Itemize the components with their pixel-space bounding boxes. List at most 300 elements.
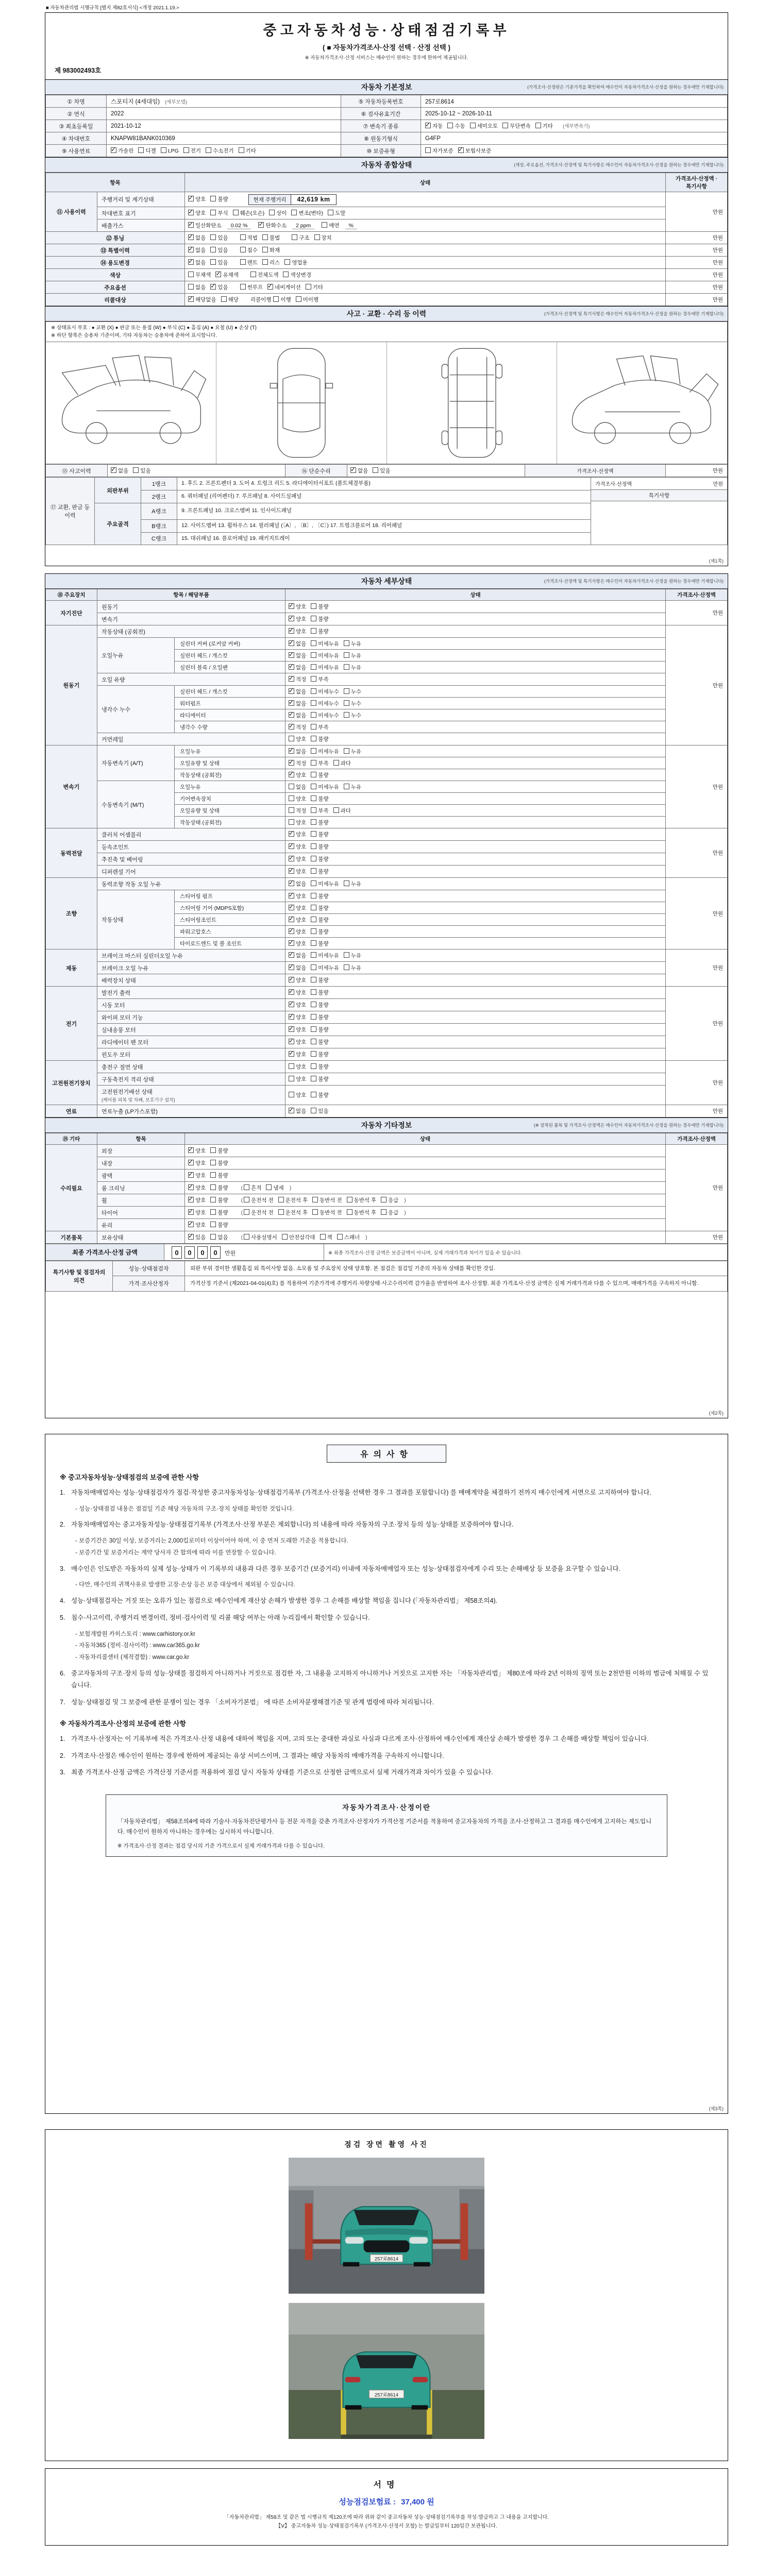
- checkbox-option[interactable]: [210, 1147, 228, 1155]
- checkbox-option[interactable]: [240, 259, 258, 266]
- checkbox-checked[interactable]: [188, 1222, 194, 1227]
- checkbox[interactable]: [311, 1092, 316, 1097]
- checkbox-option[interactable]: [210, 234, 228, 242]
- checkbox-option[interactable]: [502, 122, 531, 130]
- checkbox-checked[interactable]: [258, 222, 264, 228]
- checkbox-option[interactable]: [311, 759, 328, 767]
- checkbox[interactable]: [311, 664, 316, 670]
- checkbox-option[interactable]: [311, 711, 339, 719]
- checkbox[interactable]: [206, 147, 211, 153]
- checkbox[interactable]: [311, 700, 316, 706]
- checkbox[interactable]: [311, 905, 316, 910]
- checkbox-option[interactable]: [311, 843, 328, 851]
- checkbox-option[interactable]: [188, 1159, 206, 1167]
- checkbox-option[interactable]: [262, 246, 280, 254]
- checkbox-option[interactable]: [344, 783, 361, 791]
- checkbox-option[interactable]: [311, 819, 328, 826]
- checkbox-option[interactable]: [311, 640, 339, 648]
- checkbox-option[interactable]: [188, 296, 216, 303]
- checkbox[interactable]: [311, 712, 316, 718]
- checkbox-option[interactable]: [133, 467, 150, 474]
- checkbox-checked[interactable]: [289, 893, 294, 899]
- checkbox-checked[interactable]: [289, 989, 294, 995]
- checkbox-checked[interactable]: [188, 247, 194, 252]
- checkbox[interactable]: [344, 880, 349, 886]
- checkbox[interactable]: [311, 1063, 316, 1069]
- checkbox-option[interactable]: [289, 640, 306, 648]
- checkbox-option[interactable]: [311, 880, 339, 888]
- checkbox-option[interactable]: [311, 1026, 328, 1033]
- checkbox-option[interactable]: [188, 1184, 206, 1192]
- checkbox-option[interactable]: [328, 209, 345, 217]
- checkbox-option[interactable]: [311, 1001, 328, 1009]
- checkbox-option[interactable]: [289, 892, 306, 900]
- checkbox-option[interactable]: [344, 952, 361, 959]
- checkbox-option[interactable]: [282, 1233, 315, 1241]
- checkbox[interactable]: [210, 1172, 216, 1178]
- checkbox-option[interactable]: [289, 940, 306, 947]
- checkbox-option[interactable]: [289, 807, 306, 815]
- checkbox-option[interactable]: [215, 271, 238, 279]
- checkbox-option[interactable]: [311, 831, 328, 838]
- checkbox-option[interactable]: [210, 1184, 228, 1192]
- checkbox[interactable]: [210, 210, 216, 215]
- checkbox[interactable]: [311, 1051, 316, 1057]
- checkbox[interactable]: [311, 917, 316, 922]
- checkbox[interactable]: [425, 147, 431, 153]
- checkbox-option[interactable]: [289, 652, 306, 659]
- checkbox[interactable]: [311, 977, 316, 982]
- checkbox-checked[interactable]: [188, 1209, 194, 1215]
- checkbox-option[interactable]: [289, 759, 306, 767]
- checkbox-checked[interactable]: [425, 123, 431, 128]
- checkbox-option[interactable]: [262, 259, 280, 266]
- checkbox[interactable]: [311, 928, 316, 934]
- checkbox-option[interactable]: [210, 259, 228, 266]
- checkbox-option[interactable]: [289, 783, 306, 791]
- checkbox-checked[interactable]: [289, 905, 294, 910]
- checkbox-option[interactable]: [311, 904, 328, 912]
- checkbox-option[interactable]: [289, 868, 306, 875]
- checkbox[interactable]: [535, 123, 541, 128]
- checkbox-option[interactable]: [311, 940, 328, 947]
- checkbox-option[interactable]: [425, 122, 443, 130]
- checkbox[interactable]: [347, 1209, 352, 1215]
- checkbox-checked[interactable]: [289, 1051, 294, 1057]
- checkbox-checked[interactable]: [267, 284, 273, 290]
- checkbox[interactable]: [311, 989, 316, 995]
- checkbox[interactable]: [289, 807, 294, 813]
- checkbox[interactable]: [314, 234, 320, 240]
- checkbox[interactable]: [311, 688, 316, 694]
- checkbox-option[interactable]: [311, 855, 328, 863]
- checkbox-option[interactable]: [289, 1091, 306, 1099]
- checkbox-option[interactable]: [289, 664, 306, 671]
- checkbox-option[interactable]: [311, 892, 328, 900]
- checkbox-checked[interactable]: [350, 467, 356, 473]
- checkbox-checked[interactable]: [289, 676, 294, 682]
- checkbox-option[interactable]: [311, 615, 328, 623]
- checkbox-option[interactable]: [289, 735, 306, 743]
- checkbox-option[interactable]: [311, 783, 339, 791]
- checkbox-checked[interactable]: [188, 1160, 194, 1165]
- checkbox-checked[interactable]: [188, 196, 194, 201]
- checkbox-option[interactable]: [312, 1196, 342, 1204]
- checkbox-option[interactable]: [289, 904, 306, 912]
- checkbox-checked[interactable]: [188, 1197, 194, 1202]
- checkbox-checked[interactable]: [289, 940, 294, 946]
- checkbox-option[interactable]: [347, 1196, 377, 1204]
- checkbox[interactable]: [284, 259, 290, 265]
- checkbox[interactable]: [311, 880, 316, 886]
- checkbox-checked[interactable]: [289, 1002, 294, 1007]
- checkbox-checked[interactable]: [289, 964, 294, 970]
- checkbox-checked[interactable]: [289, 917, 294, 922]
- checkbox-option[interactable]: [306, 283, 323, 291]
- checkbox[interactable]: [289, 819, 294, 825]
- checkbox[interactable]: [244, 1184, 249, 1190]
- checkbox[interactable]: [210, 1222, 216, 1227]
- checkbox[interactable]: [311, 628, 316, 634]
- checkbox-option[interactable]: [447, 122, 465, 130]
- checkbox[interactable]: [311, 1026, 316, 1032]
- checkbox-option[interactable]: [210, 1221, 228, 1229]
- checkbox-option[interactable]: [311, 628, 328, 635]
- checkbox-checked[interactable]: [289, 688, 294, 694]
- checkbox[interactable]: [311, 964, 316, 970]
- checkbox[interactable]: [344, 640, 349, 646]
- checkbox-option[interactable]: [289, 952, 306, 959]
- checkbox-checked[interactable]: [188, 259, 194, 265]
- checkbox[interactable]: [311, 940, 316, 946]
- checkbox-option[interactable]: [289, 1075, 306, 1083]
- checkbox[interactable]: [344, 664, 349, 670]
- checkbox[interactable]: [138, 147, 144, 153]
- checkbox-option[interactable]: [289, 928, 306, 936]
- checkbox-option[interactable]: [233, 209, 265, 217]
- checkbox-option[interactable]: [333, 807, 351, 815]
- checkbox-option[interactable]: [381, 1209, 398, 1216]
- checkbox[interactable]: [273, 296, 279, 302]
- checkbox-checked[interactable]: [289, 1014, 294, 1020]
- checkbox-option[interactable]: [311, 688, 339, 696]
- checkbox[interactable]: [269, 210, 275, 215]
- checkbox-option[interactable]: [289, 723, 306, 731]
- checkbox-option[interactable]: [210, 1159, 228, 1167]
- checkbox[interactable]: [289, 1063, 294, 1069]
- checkbox[interactable]: [311, 807, 316, 813]
- checkbox[interactable]: [278, 1209, 284, 1215]
- checkbox[interactable]: [322, 222, 327, 228]
- checkbox-option[interactable]: [344, 880, 361, 888]
- checkbox-option[interactable]: [311, 652, 339, 659]
- checkbox-option[interactable]: [289, 989, 306, 996]
- checkbox-option[interactable]: [250, 271, 279, 279]
- checkbox[interactable]: [240, 234, 246, 240]
- checkbox-option[interactable]: [311, 868, 328, 875]
- checkbox[interactable]: [262, 259, 268, 265]
- checkbox-option[interactable]: [289, 700, 306, 707]
- checkbox-checked[interactable]: [289, 700, 294, 706]
- checkbox-option[interactable]: [289, 1063, 306, 1071]
- checkbox[interactable]: [312, 1209, 318, 1215]
- checkbox-option[interactable]: [210, 246, 228, 254]
- checkbox[interactable]: [312, 1197, 318, 1202]
- checkbox-option[interactable]: [289, 964, 306, 972]
- checkbox-checked[interactable]: [289, 1039, 294, 1044]
- checkbox-option[interactable]: [188, 1209, 206, 1216]
- checkbox-option[interactable]: [210, 1196, 228, 1204]
- checkbox[interactable]: [311, 736, 316, 741]
- checkbox[interactable]: [311, 784, 316, 789]
- checkbox[interactable]: [502, 123, 508, 128]
- checkbox[interactable]: [289, 1076, 294, 1081]
- checkbox-checked[interactable]: [289, 616, 294, 621]
- checkbox[interactable]: [311, 652, 316, 658]
- checkbox[interactable]: [244, 1234, 249, 1240]
- checkbox-option[interactable]: [535, 122, 553, 130]
- checkbox-option[interactable]: [188, 283, 206, 291]
- checkbox-option[interactable]: [289, 976, 306, 984]
- checkbox[interactable]: [344, 964, 349, 970]
- checkbox[interactable]: [344, 748, 349, 754]
- checkbox-checked[interactable]: [188, 222, 194, 228]
- checkbox-option[interactable]: [347, 1209, 377, 1216]
- checkbox[interactable]: [311, 1039, 316, 1044]
- checkbox[interactable]: [344, 952, 349, 958]
- checkbox-option[interactable]: [344, 964, 361, 972]
- checkbox[interactable]: [240, 284, 246, 290]
- checkbox-option[interactable]: [311, 976, 328, 984]
- checkbox[interactable]: [311, 1002, 316, 1007]
- checkbox-option[interactable]: [289, 615, 306, 623]
- checkbox[interactable]: [311, 795, 316, 801]
- checkbox-option[interactable]: [111, 467, 128, 474]
- checkbox[interactable]: [183, 147, 189, 153]
- checkbox[interactable]: [311, 1014, 316, 1020]
- checkbox-checked[interactable]: [289, 1108, 294, 1113]
- checkbox-checked[interactable]: [111, 147, 116, 153]
- checkbox-option[interactable]: [344, 688, 361, 696]
- checkbox-option[interactable]: [311, 1038, 328, 1046]
- checkbox[interactable]: [210, 1184, 216, 1190]
- checkbox-option[interactable]: [188, 195, 206, 203]
- checkbox-checked[interactable]: [188, 234, 194, 240]
- checkbox-option[interactable]: [278, 1196, 308, 1204]
- checkbox-option[interactable]: [244, 1233, 277, 1241]
- checkbox-option[interactable]: [314, 234, 332, 242]
- checkbox-option[interactable]: [373, 467, 390, 474]
- checkbox-option[interactable]: [289, 603, 306, 611]
- checkbox[interactable]: [311, 603, 316, 609]
- checkbox-option[interactable]: [311, 700, 339, 707]
- checkbox[interactable]: [320, 1234, 326, 1240]
- checkbox-option[interactable]: [210, 1233, 228, 1241]
- checkbox-checked[interactable]: [188, 1147, 194, 1153]
- checkbox-option[interactable]: [337, 1233, 360, 1241]
- checkbox-option[interactable]: [311, 748, 339, 755]
- checkbox-option[interactable]: [344, 711, 361, 719]
- checkbox-option[interactable]: [289, 916, 306, 924]
- checkbox[interactable]: [188, 284, 194, 290]
- checkbox-checked[interactable]: [289, 952, 294, 958]
- checkbox-option[interactable]: [289, 1026, 306, 1033]
- checkbox[interactable]: [344, 784, 349, 789]
- checkbox-option[interactable]: [311, 1075, 328, 1083]
- checkbox-option[interactable]: [311, 1013, 328, 1021]
- checkbox-checked[interactable]: [188, 1234, 194, 1240]
- checkbox[interactable]: [210, 1234, 216, 1240]
- checkbox[interactable]: [210, 196, 216, 201]
- checkbox-option[interactable]: [289, 628, 306, 635]
- checkbox-option[interactable]: [138, 147, 156, 155]
- checkbox-option[interactable]: [289, 771, 306, 779]
- checkbox-option[interactable]: [289, 855, 306, 863]
- checkbox-checked[interactable]: [289, 1026, 294, 1032]
- checkbox-option[interactable]: [311, 1063, 328, 1071]
- checkbox-option[interactable]: [188, 1196, 206, 1204]
- checkbox-option[interactable]: [289, 831, 306, 838]
- checkbox-option[interactable]: [267, 283, 301, 291]
- checkbox-option[interactable]: [344, 640, 361, 648]
- checkbox-option[interactable]: [289, 688, 306, 696]
- checkbox[interactable]: [447, 123, 453, 128]
- checkbox[interactable]: [373, 467, 378, 473]
- checkbox[interactable]: [311, 1076, 316, 1081]
- checkbox[interactable]: [210, 259, 216, 265]
- checkbox[interactable]: [250, 272, 256, 277]
- checkbox-option[interactable]: [344, 748, 361, 755]
- checkbox[interactable]: [289, 736, 294, 741]
- checkbox-option[interactable]: [188, 1233, 206, 1241]
- checkbox-option[interactable]: [240, 283, 263, 291]
- checkbox[interactable]: [239, 147, 244, 153]
- checkbox-option[interactable]: [188, 259, 206, 266]
- checkbox[interactable]: [278, 1197, 284, 1202]
- checkbox-option[interactable]: [289, 843, 306, 851]
- checkbox-option[interactable]: [210, 283, 228, 291]
- checkbox[interactable]: [311, 748, 316, 754]
- checkbox-option[interactable]: [289, 819, 306, 826]
- checkbox-option[interactable]: [311, 807, 328, 815]
- checkbox-checked[interactable]: [289, 748, 294, 754]
- checkbox[interactable]: [311, 676, 316, 682]
- checkbox-option[interactable]: [244, 1196, 274, 1204]
- checkbox-option[interactable]: [311, 675, 328, 683]
- checkbox[interactable]: [333, 760, 339, 766]
- checkbox[interactable]: [328, 210, 333, 215]
- checkbox-option[interactable]: [262, 234, 280, 242]
- checkbox[interactable]: [210, 1160, 216, 1165]
- checkbox[interactable]: [289, 784, 294, 789]
- checkbox-option[interactable]: [425, 147, 453, 155]
- checkbox[interactable]: [306, 284, 311, 290]
- checkbox-option[interactable]: [210, 1209, 228, 1216]
- checkbox-option[interactable]: [311, 989, 328, 996]
- checkbox-option[interactable]: [289, 748, 306, 755]
- checkbox-option[interactable]: [311, 771, 328, 779]
- checkbox-option[interactable]: [161, 147, 179, 154]
- checkbox-checked[interactable]: [289, 724, 294, 730]
- checkbox-option[interactable]: [188, 234, 206, 242]
- checkbox[interactable]: [311, 1108, 316, 1113]
- checkbox[interactable]: [292, 234, 297, 240]
- checkbox-checked[interactable]: [289, 843, 294, 849]
- checkbox-option[interactable]: [273, 296, 291, 303]
- checkbox[interactable]: [210, 234, 216, 240]
- checkbox-checked[interactable]: [215, 272, 221, 277]
- checkbox-option[interactable]: [311, 1091, 328, 1099]
- checkbox-option[interactable]: [289, 1038, 306, 1046]
- checkbox-option[interactable]: [311, 664, 339, 671]
- checkbox[interactable]: [240, 259, 246, 265]
- checkbox-option[interactable]: [350, 467, 368, 474]
- checkbox[interactable]: [296, 296, 301, 302]
- checkbox-option[interactable]: [344, 700, 361, 707]
- checkbox[interactable]: [289, 795, 294, 801]
- checkbox-checked[interactable]: [188, 1184, 194, 1190]
- checkbox-option[interactable]: [296, 296, 318, 303]
- checkbox-checked[interactable]: [289, 880, 294, 886]
- checkbox[interactable]: [161, 147, 166, 153]
- checkbox[interactable]: [311, 952, 316, 958]
- checkbox[interactable]: [311, 760, 316, 766]
- checkbox[interactable]: [311, 893, 316, 899]
- checkbox-option[interactable]: [284, 259, 307, 266]
- checkbox[interactable]: [311, 856, 316, 861]
- checkbox-option[interactable]: [188, 1172, 206, 1179]
- checkbox-checked[interactable]: [289, 640, 294, 646]
- checkbox[interactable]: [311, 819, 316, 825]
- checkbox-checked[interactable]: [188, 210, 194, 215]
- checkbox-option[interactable]: [292, 234, 309, 242]
- checkbox[interactable]: [282, 1234, 288, 1240]
- checkbox[interactable]: [344, 652, 349, 658]
- checkbox-checked[interactable]: [458, 147, 464, 153]
- checkbox-option[interactable]: [221, 296, 239, 303]
- checkbox-checked[interactable]: [111, 467, 116, 473]
- checkbox-option[interactable]: [344, 652, 361, 659]
- checkbox-option[interactable]: [111, 147, 133, 155]
- checkbox-checked[interactable]: [289, 831, 294, 837]
- checkbox-option[interactable]: [289, 1107, 306, 1115]
- checkbox-option[interactable]: [283, 271, 311, 279]
- checkbox-option[interactable]: [239, 147, 256, 155]
- checkbox-option[interactable]: [311, 1107, 328, 1115]
- checkbox[interactable]: [311, 640, 316, 646]
- checkbox-option[interactable]: [470, 122, 498, 130]
- checkbox-option[interactable]: [311, 916, 328, 924]
- checkbox[interactable]: [210, 1147, 216, 1153]
- checkbox-option[interactable]: [289, 675, 306, 683]
- checkbox-checked[interactable]: [289, 928, 294, 934]
- checkbox-checked[interactable]: [210, 284, 216, 290]
- checkbox-option[interactable]: [311, 928, 328, 936]
- checkbox[interactable]: [262, 234, 268, 240]
- checkbox-checked[interactable]: [289, 772, 294, 777]
- checkbox-option[interactable]: [311, 723, 328, 731]
- checkbox-option[interactable]: [333, 759, 351, 767]
- checkbox-checked[interactable]: [289, 603, 294, 609]
- checkbox-option[interactable]: [266, 1184, 283, 1192]
- checkbox-option[interactable]: [188, 246, 206, 254]
- checkbox-option[interactable]: [289, 711, 306, 719]
- checkbox-option[interactable]: [322, 222, 339, 229]
- checkbox-option[interactable]: [188, 209, 206, 217]
- checkbox-option[interactable]: [240, 234, 258, 242]
- checkbox[interactable]: [291, 210, 297, 215]
- checkbox-option[interactable]: [188, 222, 222, 229]
